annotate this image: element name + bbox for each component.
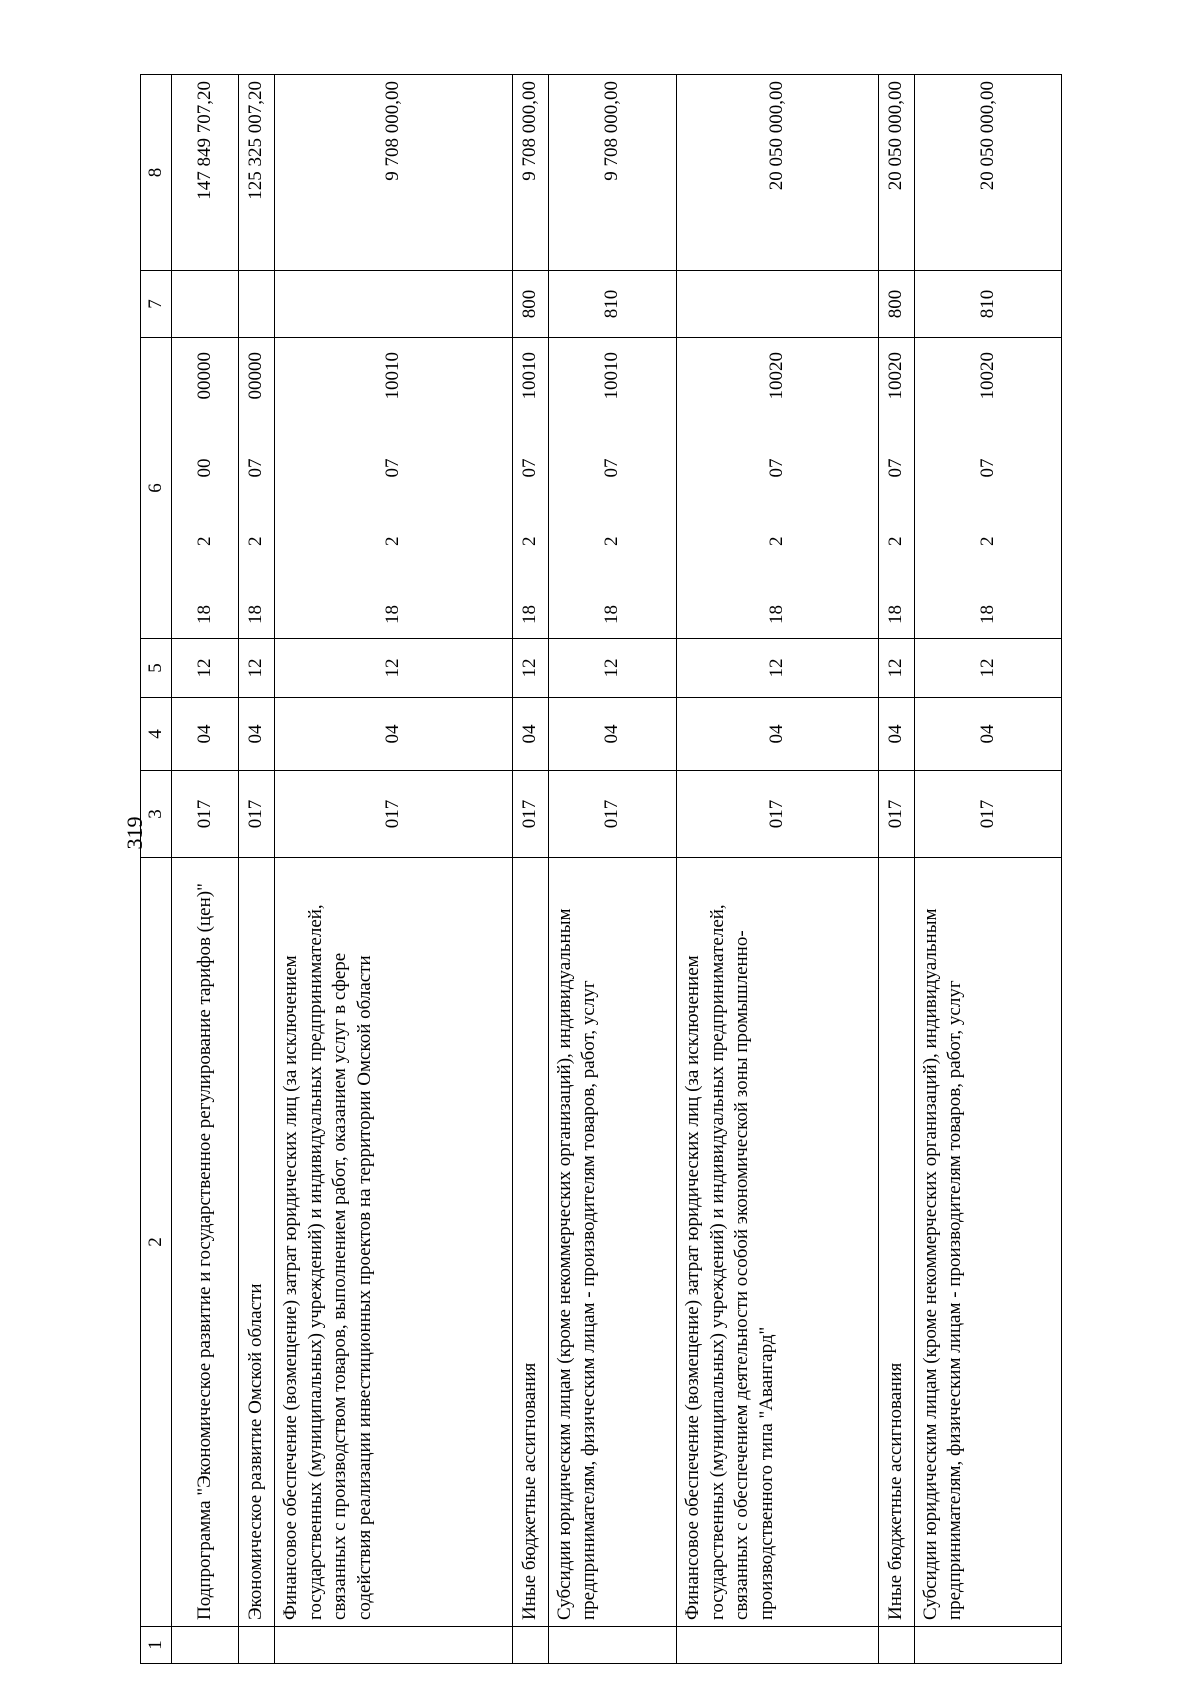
amount-cell: 9 708 000,00 — [512, 75, 548, 271]
csr-part: 18 — [245, 605, 267, 624]
rz-cell: 04 — [239, 698, 275, 771]
table-row — [275, 75, 513, 1664]
csr-part: 2 — [884, 536, 906, 546]
description-cell: Финансовое обеспечение (возмещение) затрат юридических лиц (за исключением государственных (муниципальных) учреждений) и индивидуальных предпринимателей, связанных с производством товаров, выполнением работ, оказанием услуг в сфере содействия реализации инвестиционных проектов на территории Омской области — [275, 858, 513, 1627]
header-col-5: 5 — [141, 639, 172, 698]
csr-part: 2 — [382, 536, 404, 546]
csr-part: 07 — [245, 458, 267, 478]
row-index-cell — [676, 1627, 878, 1664]
rz-cell: 04 — [878, 698, 914, 771]
table-row — [172, 75, 239, 1664]
amount-cell: 147 849 707,20 — [172, 75, 239, 271]
rz-cell: 04 — [275, 698, 513, 771]
csr-part: 18 — [766, 605, 788, 624]
gr-cell: 017 — [914, 771, 1061, 858]
csr-part: 18 — [193, 605, 215, 624]
csr-part: 2 — [518, 536, 540, 546]
pr-cell: 12 — [239, 639, 275, 698]
pr-cell: 12 — [914, 639, 1061, 698]
csr-part: 00000 — [193, 352, 215, 400]
row-index-cell — [914, 1627, 1061, 1664]
pr-cell: 12 — [676, 639, 878, 698]
rz-cell: 04 — [914, 698, 1061, 771]
csr-part: 2 — [976, 536, 998, 546]
csr-part: 18 — [382, 605, 404, 624]
table-row — [239, 75, 275, 1664]
csr-part: 07 — [382, 458, 404, 478]
vr-cell: 800 — [512, 271, 548, 338]
rz-cell: 04 — [172, 698, 239, 771]
pr-cell: 12 — [172, 639, 239, 698]
description-cell: Финансовое обеспечение (возмещение) затрат юридических лиц (за исключением государственных (муниципальных) учреждений) и индивидуальных предпринимателей, связанных с обеспечением деятельности особой экономической зоны промышленно-производственного типа "Авангард" — [676, 858, 878, 1627]
csr-part: 2 — [766, 536, 788, 546]
csr-cell — [275, 338, 513, 639]
header-col-2: 2 — [141, 858, 172, 1627]
csr-cell — [512, 338, 548, 639]
amount-cell: 9 708 000,00 — [548, 75, 676, 271]
amount-cell: 20 050 000,00 — [914, 75, 1061, 271]
vr-cell: 810 — [548, 271, 676, 338]
vr-cell — [239, 271, 275, 338]
pr-cell: 12 — [512, 639, 548, 698]
rz-cell: 04 — [548, 698, 676, 771]
gr-cell: 017 — [548, 771, 676, 858]
pr-cell: 12 — [548, 639, 676, 698]
gr-cell: 017 — [239, 771, 275, 858]
gr-cell: 017 — [172, 771, 239, 858]
vr-cell — [676, 271, 878, 338]
header-col-4: 4 — [141, 698, 172, 771]
table-header-row — [141, 75, 172, 1664]
csr-part: 07 — [518, 458, 540, 478]
amount-cell: 125 325 007,20 — [239, 75, 275, 271]
csr-cell — [239, 338, 275, 639]
amount-cell: 20 050 000,00 — [878, 75, 914, 271]
csr-part: 2 — [193, 536, 215, 546]
csr-part: 10010 — [518, 352, 540, 400]
csr-part: 07 — [600, 458, 622, 478]
rz-cell: 04 — [512, 698, 548, 771]
csr-cell — [548, 338, 676, 639]
table-row — [878, 75, 914, 1664]
gr-cell: 017 — [878, 771, 914, 858]
csr-part: 2 — [245, 536, 267, 546]
gr-cell: 017 — [275, 771, 513, 858]
vr-cell — [275, 271, 513, 338]
header-col-3: 3 — [141, 771, 172, 858]
csr-part: 10010 — [600, 352, 622, 400]
csr-cell — [172, 338, 239, 639]
csr-part: 07 — [766, 458, 788, 478]
csr-cell — [878, 338, 914, 639]
csr-part: 18 — [976, 605, 998, 624]
header-col-1: 1 — [141, 1627, 172, 1664]
header-col-6: 6 — [141, 338, 172, 639]
pr-cell: 12 — [275, 639, 513, 698]
table-row — [548, 75, 676, 1664]
table-row — [676, 75, 878, 1664]
vr-cell — [172, 271, 239, 338]
csr-part: 18 — [600, 605, 622, 624]
description-cell: Субсидии юридическим лицам (кроме некоммерческих организаций), индивидуальным предпринимателям, физическим лицам - производителям товаров, работ, услуг — [914, 858, 1061, 1627]
description-cell: Иные бюджетные ассигнования — [512, 858, 548, 1627]
csr-part: 10020 — [766, 352, 788, 400]
vr-cell: 810 — [914, 271, 1061, 338]
csr-part: 00000 — [245, 352, 267, 400]
row-index-cell — [239, 1627, 275, 1664]
csr-part: 18 — [518, 605, 540, 624]
gr-cell: 017 — [676, 771, 878, 858]
row-index-cell — [548, 1627, 676, 1664]
csr-part: 10020 — [976, 352, 998, 400]
budget-table — [140, 74, 1062, 1664]
row-index-cell — [275, 1627, 513, 1664]
gr-cell: 017 — [512, 771, 548, 858]
csr-part: 07 — [976, 458, 998, 478]
vr-cell: 800 — [878, 271, 914, 338]
description-cell: Иные бюджетные ассигнования — [878, 858, 914, 1627]
description-cell: Субсидии юридическим лицам (кроме некоммерческих организаций), индивидуальным предпринимателям, физическим лицам - производителям товаров, работ, услуг — [548, 858, 676, 1627]
csr-part: 10020 — [884, 352, 906, 400]
description-cell: Подпрограмма "Экономическое развитие и государственное регулирование тарифов (цен)" — [172, 858, 239, 1627]
amount-cell: 9 708 000,00 — [275, 75, 513, 271]
csr-part: 07 — [884, 458, 906, 478]
table-row — [512, 75, 548, 1664]
csr-part: 2 — [600, 536, 622, 546]
csr-part: 18 — [884, 605, 906, 624]
csr-part: 10010 — [382, 352, 404, 400]
row-index-cell — [512, 1627, 548, 1664]
header-col-7: 7 — [141, 271, 172, 338]
amount-cell: 20 050 000,00 — [676, 75, 878, 271]
csr-part: 00 — [193, 458, 215, 478]
pr-cell: 12 — [878, 639, 914, 698]
description-cell: Экономическое развитие Омской области — [239, 858, 275, 1627]
table-row — [914, 75, 1061, 1664]
header-col-8: 8 — [141, 75, 172, 271]
rz-cell: 04 — [676, 698, 878, 771]
page-number: 319 — [122, 816, 147, 850]
row-index-cell — [172, 1627, 239, 1664]
csr-cell — [914, 338, 1061, 639]
budget-table-rotated — [140, 74, 1062, 1664]
csr-cell — [676, 338, 878, 639]
row-index-cell — [878, 1627, 914, 1664]
